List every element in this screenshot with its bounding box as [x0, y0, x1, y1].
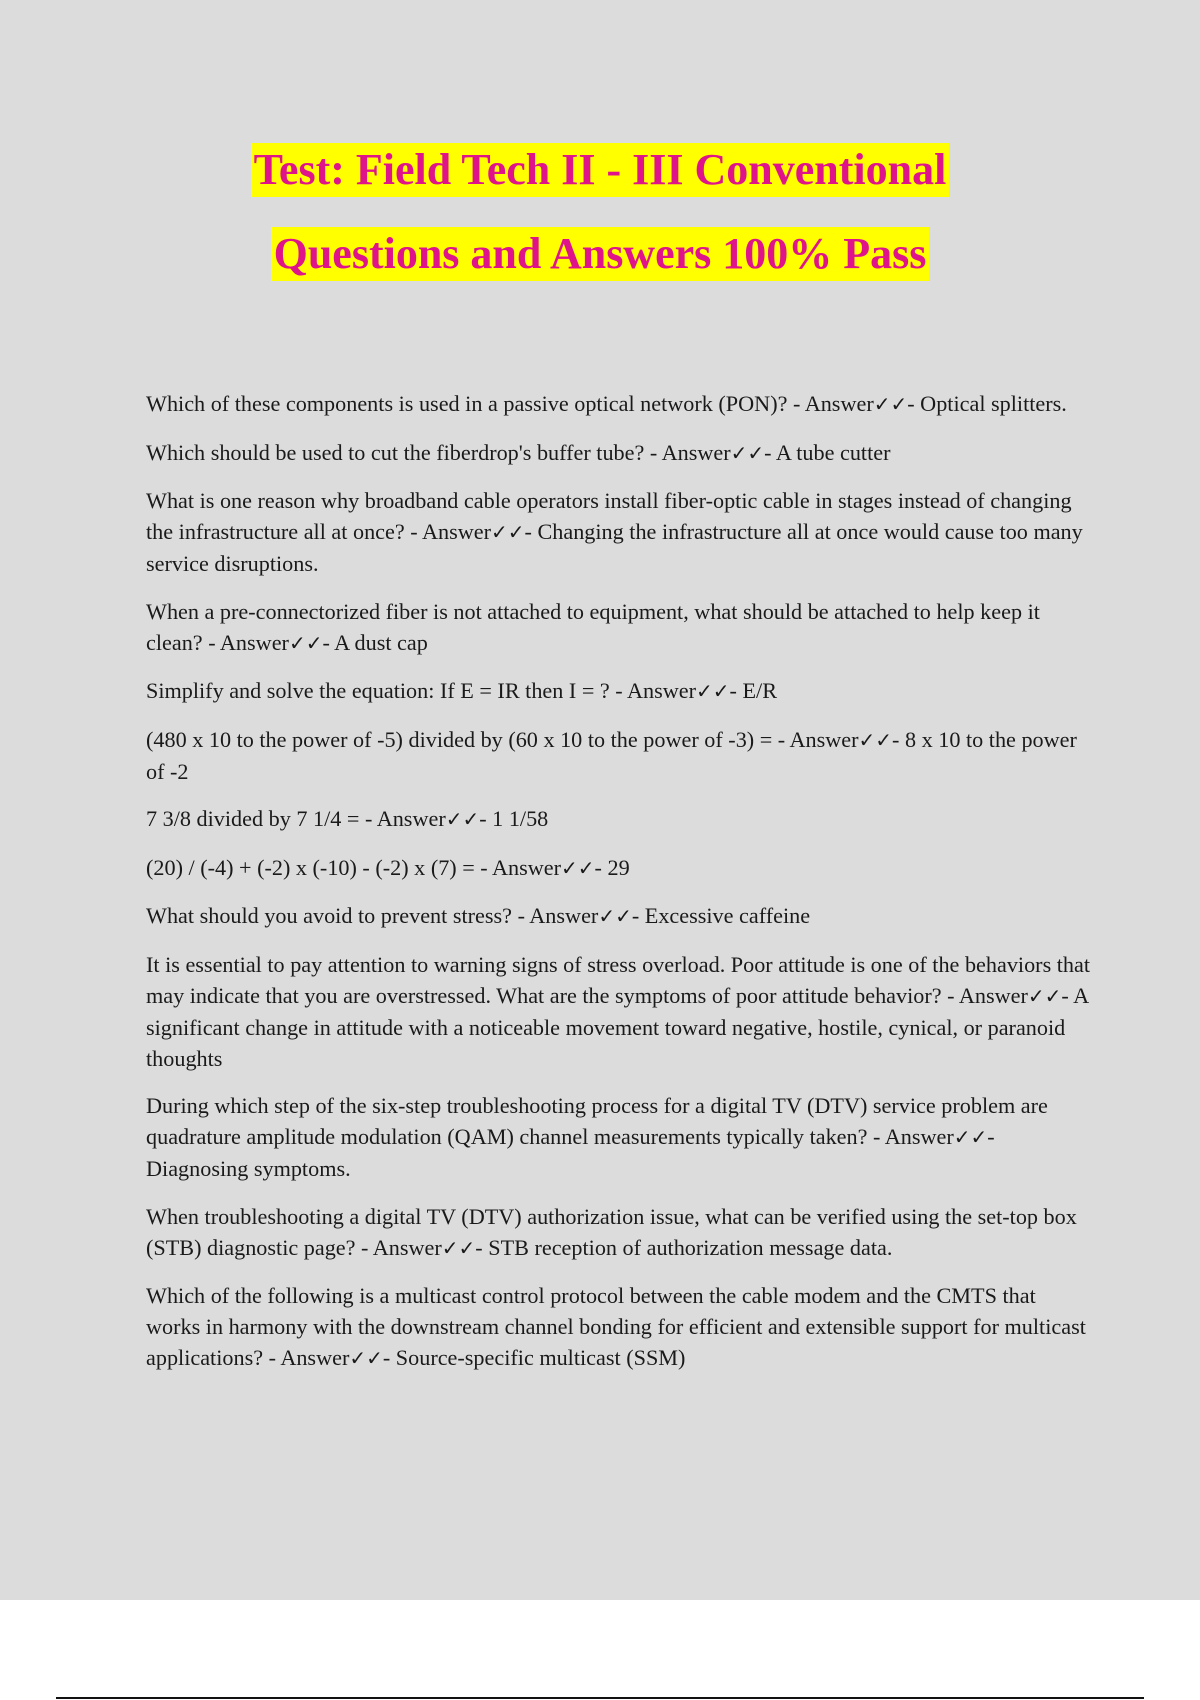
answer-label: - Answer: [474, 854, 562, 880]
answer-separator: -: [475, 1234, 489, 1260]
qa-list: [146, 388, 1091, 1391]
answer-label: - Answer: [644, 439, 731, 465]
question-text: (480 x 10 to the power of -5) divided by (60 x 10 to the power of -3) =: [146, 726, 773, 752]
question-text: During which step of the six-step troubleshooting process for a digital TV (DTV) service problem are quadrature amplitude modulation (QAM) channel measurements typically taken?: [146, 1093, 1048, 1149]
question-text: 7 3/8 divided by 7 1/4 =: [146, 806, 360, 831]
title-line-1: Test: Field Tech II - III Conventional: [251, 143, 950, 197]
answer-label: - Answer: [867, 1124, 954, 1149]
answer-label: - Answer: [202, 629, 289, 655]
answer-text: 29: [607, 854, 630, 880]
answer-label: - Answer: [263, 1345, 350, 1370]
answer-label: - Answer: [512, 903, 599, 928]
answer-separator: -: [479, 806, 493, 831]
check-mark-icon: ✓✓: [1027, 983, 1062, 1008]
check-mark-icon: ✓✓: [858, 727, 893, 752]
answer-text: 1 1/58: [492, 806, 549, 831]
answer-separator: -: [594, 854, 608, 880]
answer-label: - Answer: [787, 391, 874, 416]
document-title: [0, 143, 1200, 281]
answer-separator: -: [729, 678, 743, 703]
answer-separator: -: [764, 439, 776, 465]
answer-label: - Answer: [772, 726, 859, 752]
answer-text: A dust cap: [334, 629, 428, 655]
check-mark-icon: ✓✓: [288, 630, 323, 655]
answer-separator: -: [892, 726, 905, 752]
qa-item: [146, 1201, 1091, 1264]
check-mark-icon: ✓✓: [445, 807, 480, 831]
question-text: When troubleshooting a digital TV (DTV) authorization issue, what can be verified using the set-top box (STB) diagnostic page?: [146, 1203, 1077, 1260]
qa-item: [146, 596, 1091, 659]
title-line-2: Questions and Answers 100% Pass: [271, 227, 930, 281]
answer-separator: -: [987, 1124, 995, 1149]
qa-item: [146, 1090, 1091, 1184]
check-mark-icon: ✓✓: [441, 1235, 476, 1260]
qa-item: [146, 1280, 1091, 1374]
answer-text: STB reception of authorization message data.: [488, 1234, 893, 1260]
check-mark-icon: ✓✓: [953, 1125, 988, 1149]
answer-text: Source-specific multicast (SSM): [395, 1345, 686, 1370]
question-text: Which should be used to cut the fiberdrop's buffer tube?: [146, 439, 645, 465]
answer-separator: -: [322, 629, 335, 655]
question-text: It is essential to pay attention to warning signs of stress overload. Poor attitude is one of the behaviors that may indicate that you are overstressed. What are the symptoms of poor attitude behavior?: [146, 951, 1091, 1008]
answer-label: - Answer: [355, 1234, 442, 1260]
qa-item: [146, 724, 1091, 787]
qa-item: [146, 803, 1091, 835]
answer-text: Changing the infrastructure all at once would cause too many service disruptions.: [146, 519, 1083, 576]
answer-text: E/R: [742, 678, 778, 703]
qa-item: [146, 852, 1091, 884]
answer-label: - Answer: [609, 678, 697, 703]
answer-separator: -: [1061, 982, 1074, 1008]
qa-item: [146, 675, 1091, 707]
check-mark-icon: ✓✓: [730, 440, 765, 465]
answer-text: Excessive caffeine: [644, 903, 811, 928]
answer-text: Optical splitters.: [920, 391, 1067, 416]
check-mark-icon: ✓✓: [598, 904, 632, 928]
answer-label: - Answer: [359, 806, 446, 831]
answer-text: 8 x 10 to the power of -2: [146, 726, 1077, 784]
answer-separator: -: [907, 391, 921, 416]
qa-item: [146, 388, 1091, 420]
answer-text: Diagnosing symptoms.: [146, 1156, 351, 1181]
question-text: Which of these components is used in a passive optical network (PON)?: [146, 391, 788, 416]
question-text: Which of the following is a multicast control protocol between the cable modem and the CMTS that works in harmony with the downstream channel bonding for efficient and extensible support for multicast applications?: [146, 1283, 1086, 1370]
check-mark-icon: ✓✓: [491, 520, 525, 544]
question-text: Simplify and solve the equation: If E = IR then I = ?: [146, 678, 610, 703]
answer-label: - Answer: [404, 519, 492, 544]
answer-separator: -: [524, 519, 538, 544]
qa-item: [146, 900, 1091, 932]
check-mark-icon: ✓✓: [873, 392, 908, 416]
check-mark-icon: ✓✓: [696, 679, 730, 703]
question-text: (20) / (-4) + (-2) x (-10) - (-2) x (7) =: [146, 854, 475, 880]
question-text: What is one reason why broadband cable operators install fiber-optic cable in stages instead of changing the infrastructure all at once?: [146, 488, 1072, 544]
question-text: When a pre-connectorized fiber is not attached to equipment, what should be attached to help keep it clean?: [146, 598, 1040, 655]
check-mark-icon: ✓✓: [561, 855, 595, 880]
question-text: What should you avoid to prevent stress?: [146, 903, 513, 928]
answer-text: A tube cutter: [775, 439, 891, 465]
answer-separator: -: [631, 903, 645, 928]
qa-item: [146, 949, 1091, 1074]
answer-separator: -: [382, 1345, 396, 1370]
answer-text: A significant change in attitude with a noticeable movement toward negative, hostile, cynical, or paranoid thoughts: [146, 982, 1088, 1071]
qa-item: [146, 485, 1091, 579]
footer-divider: [56, 1697, 1144, 1699]
answer-label: - Answer: [941, 982, 1028, 1008]
check-mark-icon: ✓✓: [349, 1346, 383, 1370]
qa-item: [146, 437, 1091, 469]
